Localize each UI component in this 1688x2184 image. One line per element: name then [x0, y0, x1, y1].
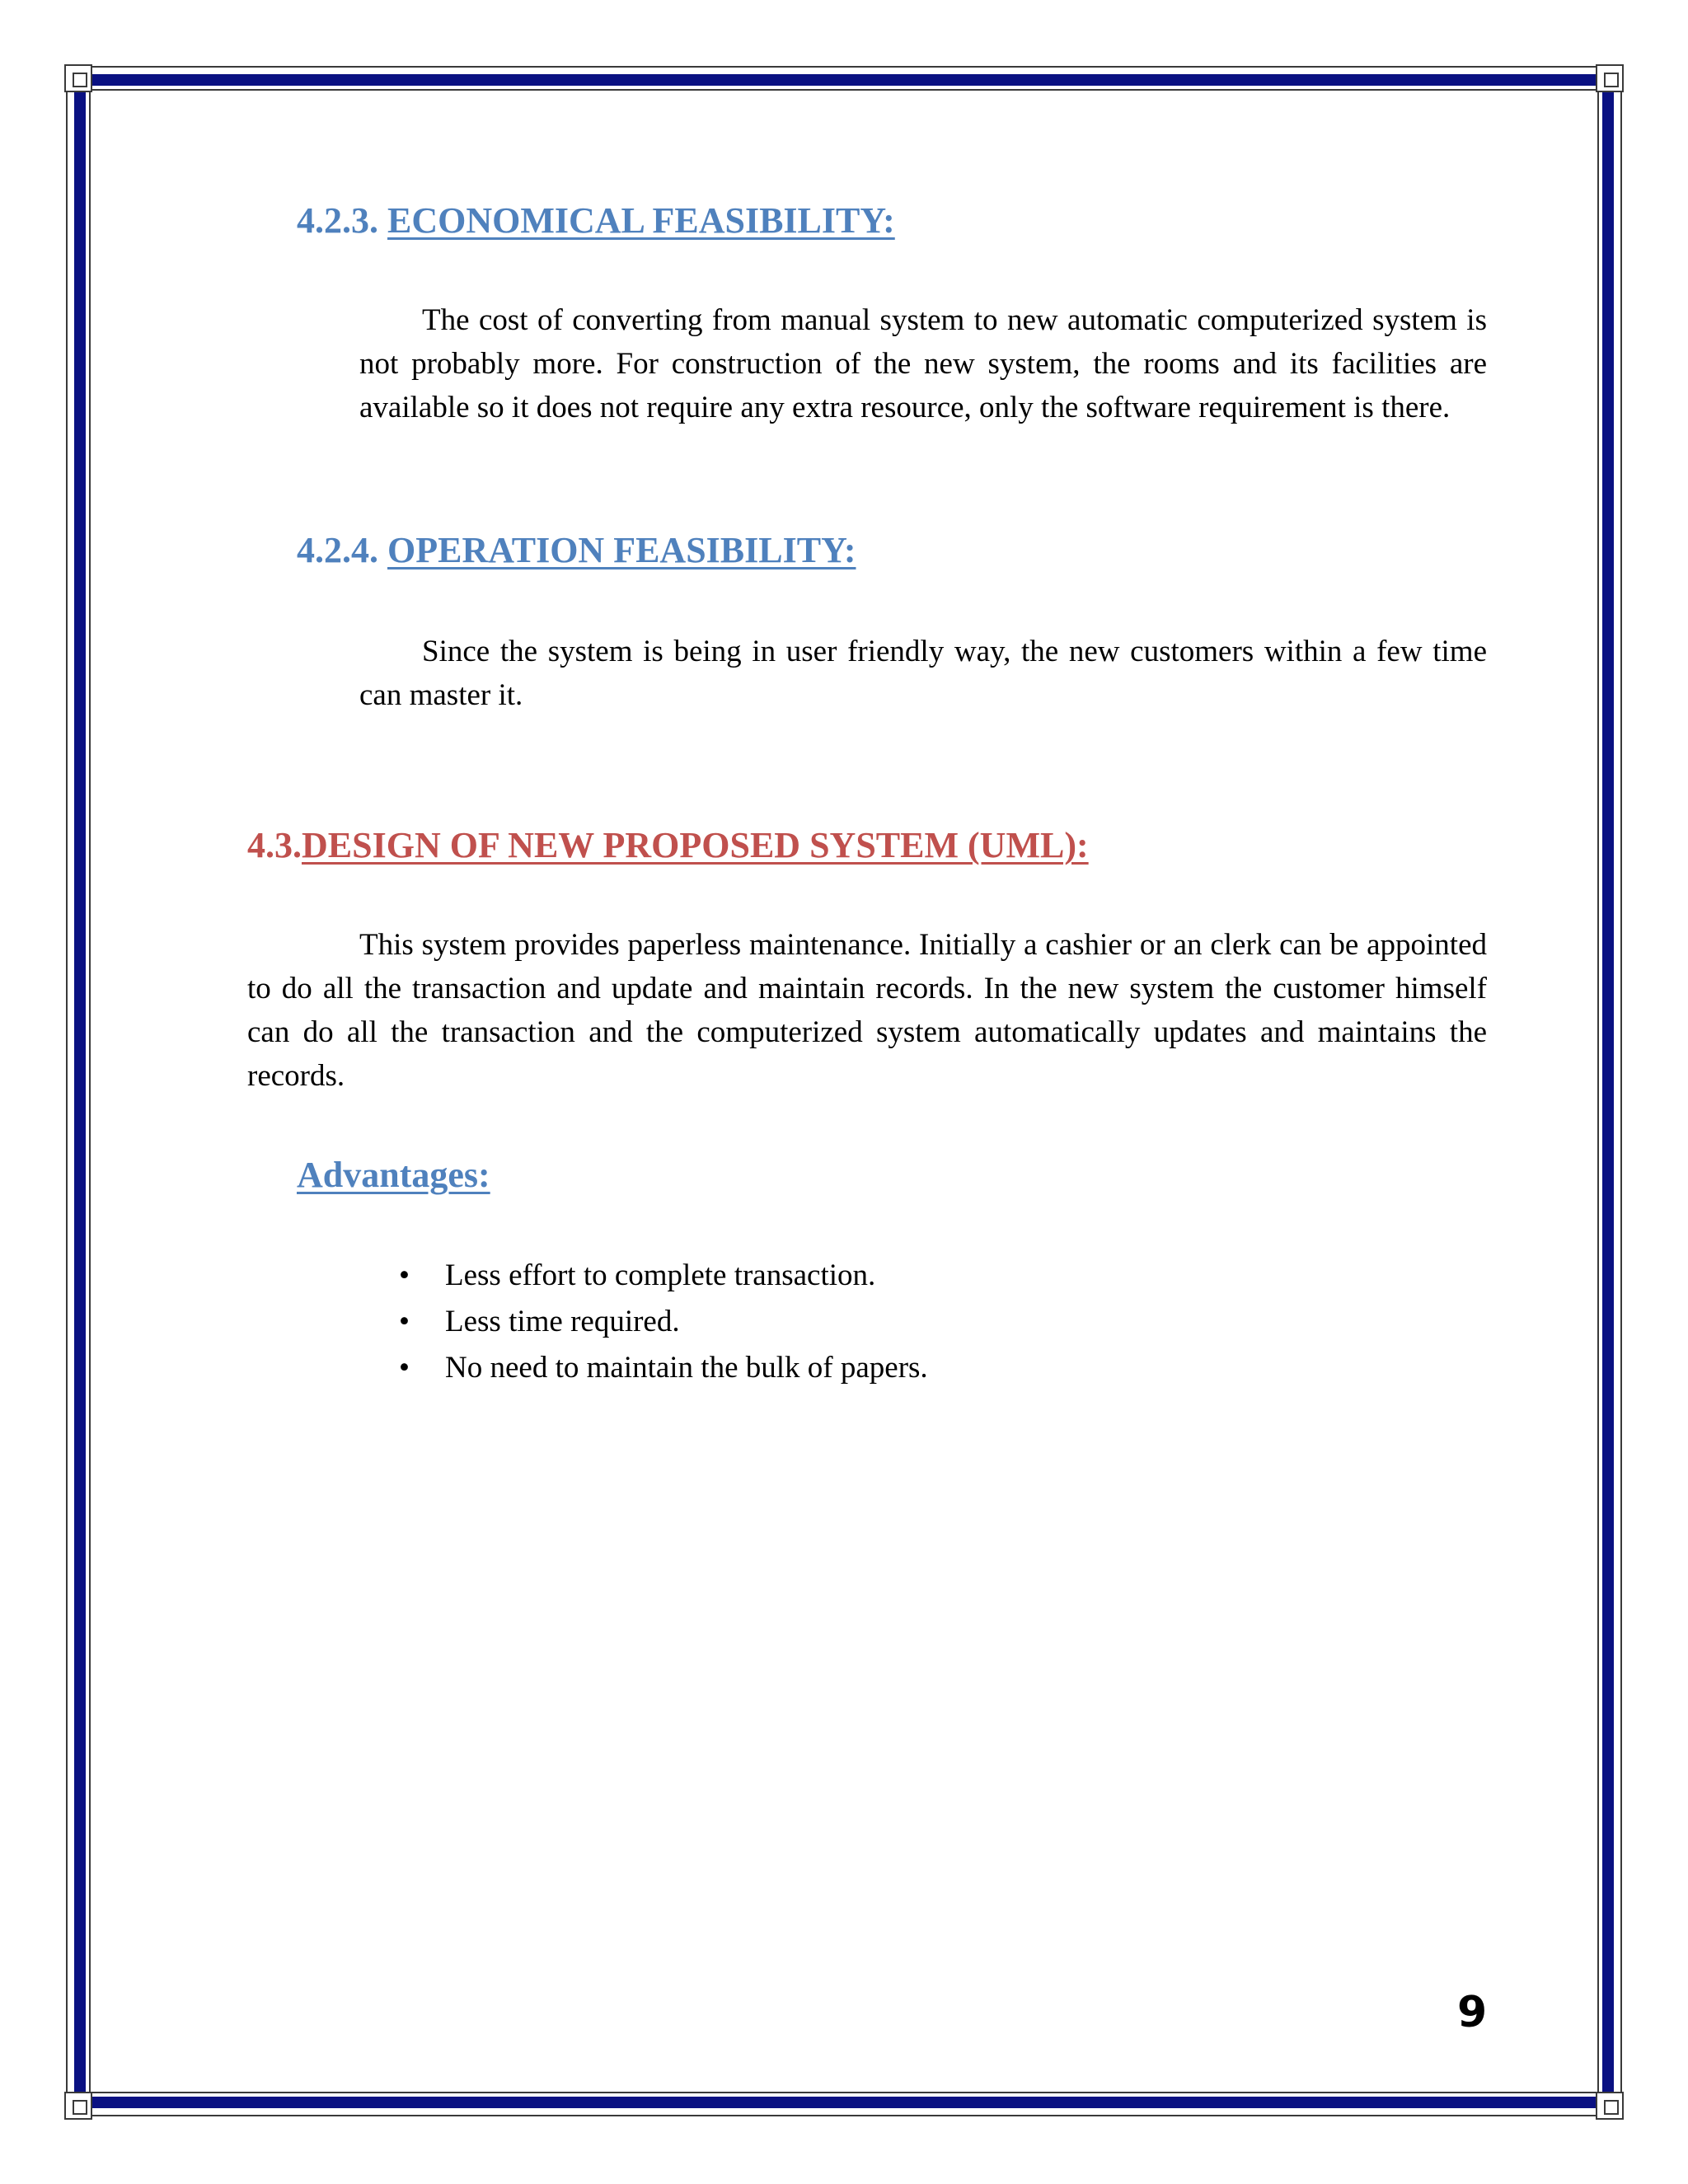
bullet-icon: • — [399, 1305, 410, 1338]
list-item — [396, 1299, 928, 1345]
section-number: 4.2.4. — [297, 530, 378, 570]
section-title: DESIGN OF NEW PROPOSED SYSTEM (UML): — [302, 825, 1089, 865]
border-corner-ornament — [1596, 64, 1624, 92]
section-heading-design-proposed-system — [247, 824, 1089, 866]
section-body-economical-feasibility: The cost of converting from manual system to new automatic computerized system is not probably more. For construction of the new system, the rooms and its facilities are available so it does not require any extra resource, only the software requirement is there. — [359, 303, 1487, 424]
list-item-text: No need to maintain the bulk of papers. — [445, 1351, 928, 1385]
advantages-title: Advantages: — [297, 1155, 490, 1195]
page-number: 9 — [1457, 1988, 1488, 2037]
section-number: 4.3. — [247, 825, 302, 865]
list-item-text: Less effort to complete transaction. — [445, 1258, 876, 1292]
section-body-operation-feasibility: Since the system is being in user friendly way, the new customers within a few time can master it. — [359, 635, 1487, 712]
section-heading-economical-feasibility — [297, 199, 895, 241]
border-corner-ornament — [64, 64, 92, 92]
list-item — [396, 1253, 928, 1299]
border-corner-ornament — [64, 2092, 92, 2120]
section-title: ECONOMICAL FEASIBILITY: — [387, 200, 895, 241]
bullet-icon: • — [399, 1351, 410, 1385]
list-item-text: Less time required. — [445, 1305, 680, 1338]
section-number: 4.2.3. — [297, 200, 378, 241]
advantages-list — [396, 1253, 928, 1391]
section-title: OPERATION FEASIBILITY: — [387, 530, 856, 570]
section-heading-operation-feasibility — [297, 529, 856, 571]
bullet-icon: • — [399, 1258, 410, 1292]
border-corner-ornament — [1596, 2092, 1624, 2120]
section-body-design-proposed-system: This system provides paperless maintenance. Initially a cashier or an clerk can be appointed to do all the transaction and update and maintain records. In the new system the customer himself can do all the transaction and the computerized system automatically updates and maintains the records. — [247, 928, 1487, 1093]
advantages-heading — [297, 1154, 490, 1196]
list-item — [396, 1345, 928, 1391]
